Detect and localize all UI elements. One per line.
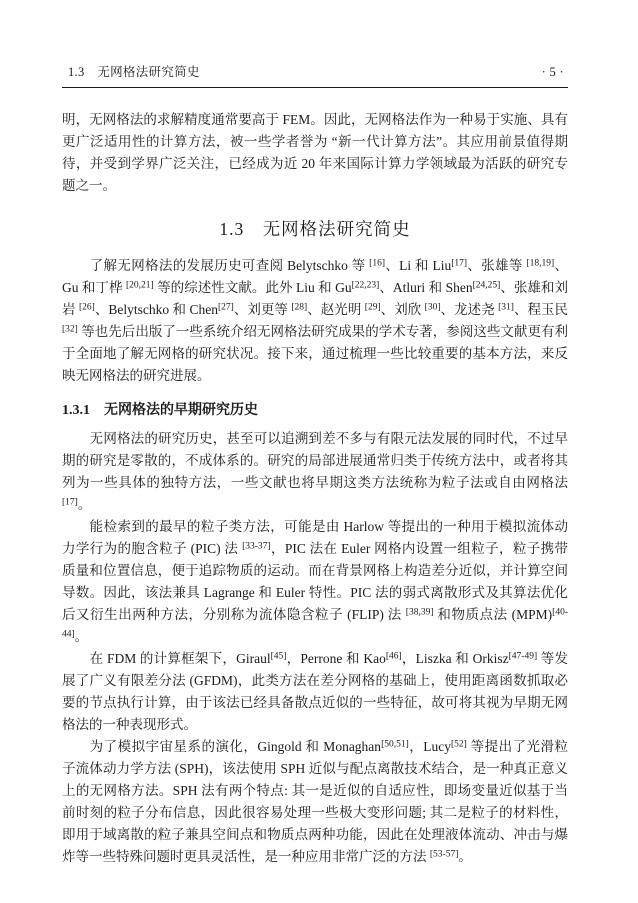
running-title: 1.3 无网格法研究简史 <box>68 65 200 79</box>
citation-ref: [53-57] <box>429 849 459 860</box>
paragraph: 为了模拟宇宙星系的演化，Gingold 和 Monaghan[50,51]，Lucy[52] 等提出了光滑粒子流体动力学方法 (SPH)，该法使用 SPH 近似与配点离散技术结合，是一种真正意义上的无网格方法。SPH 法有两个特点: 其一是近似的自适应性，即场变量近似基于当前时刻的粒子分布信息，因此很容易处理一些极大变形问题; 其二是粒子的材料性，即用于域离散的粒子兼具空间点和物质点两种功能，因此在处理液体流动、冲击与爆炸等一些特殊问题时更具灵活性，是一种应用非常广泛的方法 [53-57]。 <box>62 739 569 864</box>
citation-ref: [38,39] <box>405 607 434 618</box>
citation-ref: [50,51] <box>381 739 409 750</box>
citation-ref: [17] <box>451 258 468 269</box>
page-body <box>62 109 568 868</box>
citation-ref: [31] <box>498 302 514 313</box>
citation-ref: [24,25] <box>472 280 501 291</box>
citation-ref: [32] <box>62 324 78 335</box>
paragraph: 无网格法的研究历史，甚至可以追溯到差不多与有限元法发展的同时代，不过早期的研究是零散的，不成体系的。研究的局部进展通常归类于传统方法中，或者将其列为一些具体的独特方法，一些文献也将早期这类方法统称为粒子法或自由网格法 [17]。 <box>62 431 568 512</box>
citation-ref: [27] <box>217 302 234 313</box>
section-heading: 1.3 无网格法研究简史 <box>219 219 411 239</box>
citation-ref: [40-44] <box>62 607 568 640</box>
paragraph: 了解无网格法的发展历史可查阅 Belytschko 等 [16]、Li 和 Liu[17]、张雄等 [18,19]、Gu 和丁桦 [20,21] 等的综述性文献。此外 Liu 和 Gu[22,23]、Atluri 和 Shen[24,25]、张雄和刘岩 [26]、Belytschko 和 Chen[27]、刘更等 [28]、赵光明 [29]、刘欣 [30]、龙述尧 [31]、程玉民 [32] 等也先后出版了一些系统介绍无网格法研究成果的学术专著，参阅这些文献更有利于全面地了解无网格的研究状况。接下来，通过梳理一些比较重要的基本方法，来反映无网格法的研究进展。 <box>62 258 569 383</box>
citation-ref: [30] <box>424 302 441 313</box>
page-number: · 5 · <box>541 65 564 79</box>
citation-ref: [33-37] <box>242 541 271 552</box>
citation-ref: [28] <box>291 302 308 313</box>
citation-ref: [47-49] <box>508 651 538 662</box>
citation-ref: [52] <box>450 739 467 750</box>
paragraph: 在 FDM 的计算框架下，Giraul[45]，Perrone 和 Kao[46]，Liszka 和 Orkisz[47-49] 等发展了广义有限差分法 (GFDM)，此类方法在差分网格的基础上，使用距离函数抓取必要的节点执行计算，由于该法已经具备散点近似的一些特征，故可将其视为早期无网格法的一种表现形式。 <box>62 651 568 732</box>
citation-ref: [26] <box>78 302 95 313</box>
paragraph: 明，无网格法的求解精度通常要高于 FEM。因此，无网格法作为一种易于实施、具有更广泛适用性的计算方法，被一些学者誉为 “新一代计算方法”。其应用前景值得期待，并受到学界广泛关注，已经成为近 20 年来国际计算力学领域最为活跃的研究专题之一。 <box>62 112 568 193</box>
citation-ref: [46] <box>385 651 402 662</box>
citation-ref: [17] <box>62 497 78 508</box>
page-header <box>62 64 568 88</box>
citation-ref: [22,23] <box>351 280 380 291</box>
paragraph: 能检索到的最早的粒子类方法，可能是由 Harlow 等提出的一种用于模拟流体动力学行为的胞含粒子 (PIC) 法 [33-37]，PIC 法在 Euler 网格内设置一组粒子，粒子携带质量和位置信息，便于追踪物质的运动。而在背景网格上构造差分近似，并计算空间导数。因此，该法兼具 Lagrange 和 Euler 特性。PIC 法的弱式离散形式及其算法优化后又衍生出两种方法，分别称为流体隐含粒子 (FLIP) 法 [38,39] 和物质点法 (MPM)[40-44]。 <box>62 519 569 644</box>
citation-ref: [20,21] <box>125 280 154 291</box>
citation-ref: [29] <box>364 302 381 313</box>
citation-ref: [18,19] <box>526 258 555 269</box>
subsection-heading: 1.3.1 无网格法的早期研究历史 <box>62 403 258 418</box>
citation-ref: [16] <box>369 258 385 269</box>
citation-ref: [45] <box>270 651 287 662</box>
